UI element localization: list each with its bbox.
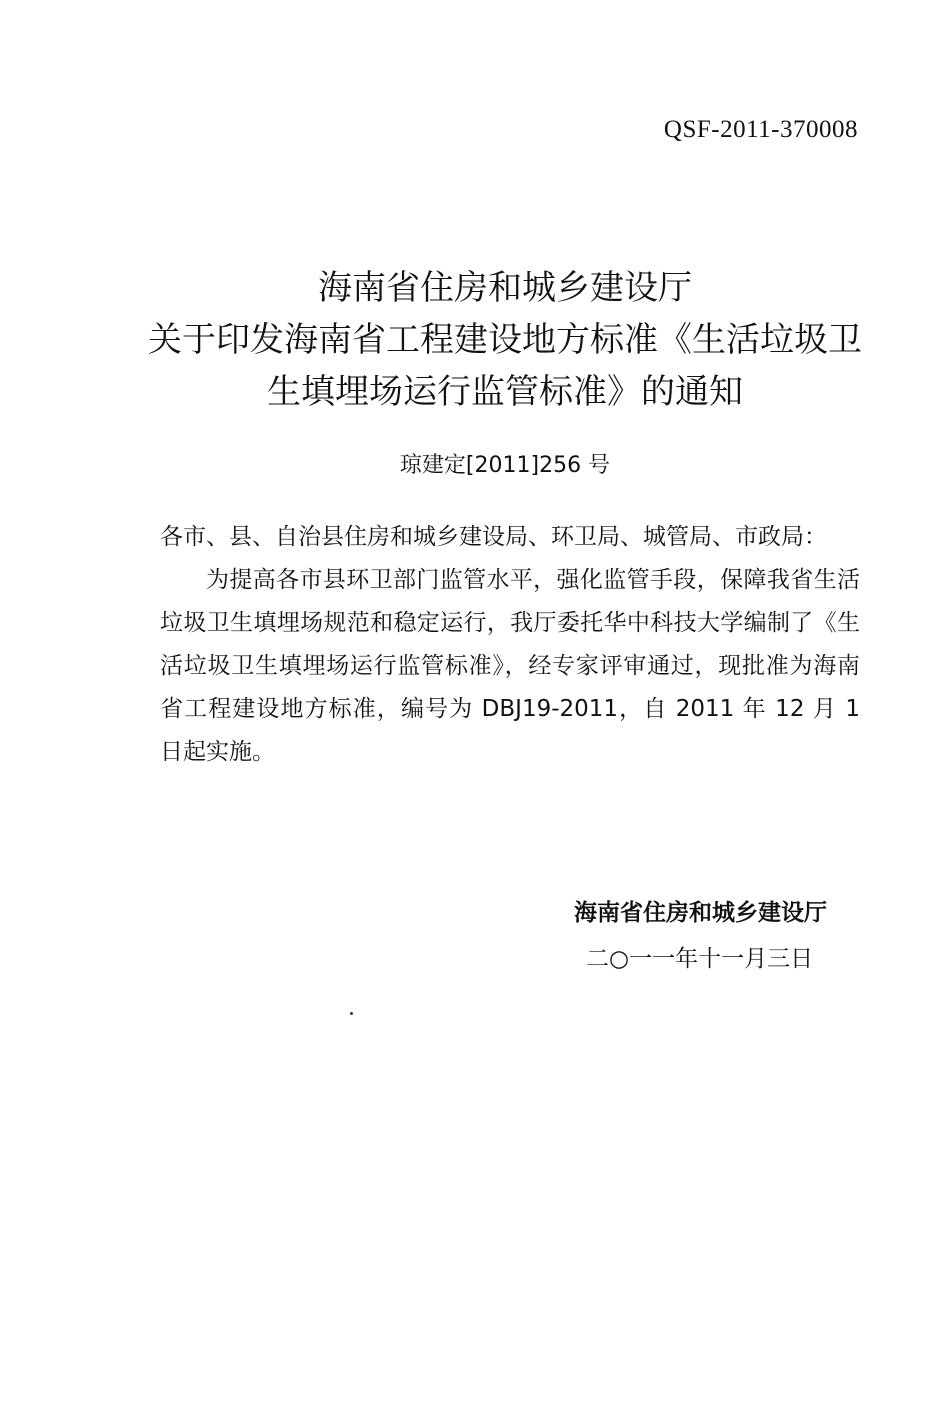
document-code: QSF-2011-370008 xyxy=(663,116,858,143)
document-number: 琼建定[2011]256 号 xyxy=(399,453,611,478)
document-body xyxy=(160,516,860,774)
title-line-2: 关于印发海南省工程建设地方标准《生活垃圾卫 xyxy=(148,320,862,360)
body-paragraph: 为提高各市县环卫部门监管水平，强化监管手段，保障我省生活垃圾卫生填埋场规范和稳定运行，我厅委托华中科技大学编制了《生活垃圾卫生填埋场运行监管标准》，经专家评审通过，现批准为海南省工程建设地方标准，编号为 DBJ19-2011，自 2011 年 12 月 1 日起实施。 xyxy=(160,567,860,765)
scan-speck xyxy=(350,1012,353,1015)
signature-block xyxy=(560,890,870,982)
addressee: 各市、县、自治县住房和城乡建设局、环卫局、城管局、市政局： xyxy=(160,524,827,550)
title-line-1: 海南省住房和城乡建设厅 xyxy=(318,268,692,308)
signature-date: 二○一一年十一月三日 xyxy=(586,946,814,972)
signature-department: 海南省住房和城乡建设厅 xyxy=(574,900,827,926)
title-line-3: 生填埋场运行监管标准》的通知 xyxy=(267,372,743,412)
document-title xyxy=(110,262,900,418)
